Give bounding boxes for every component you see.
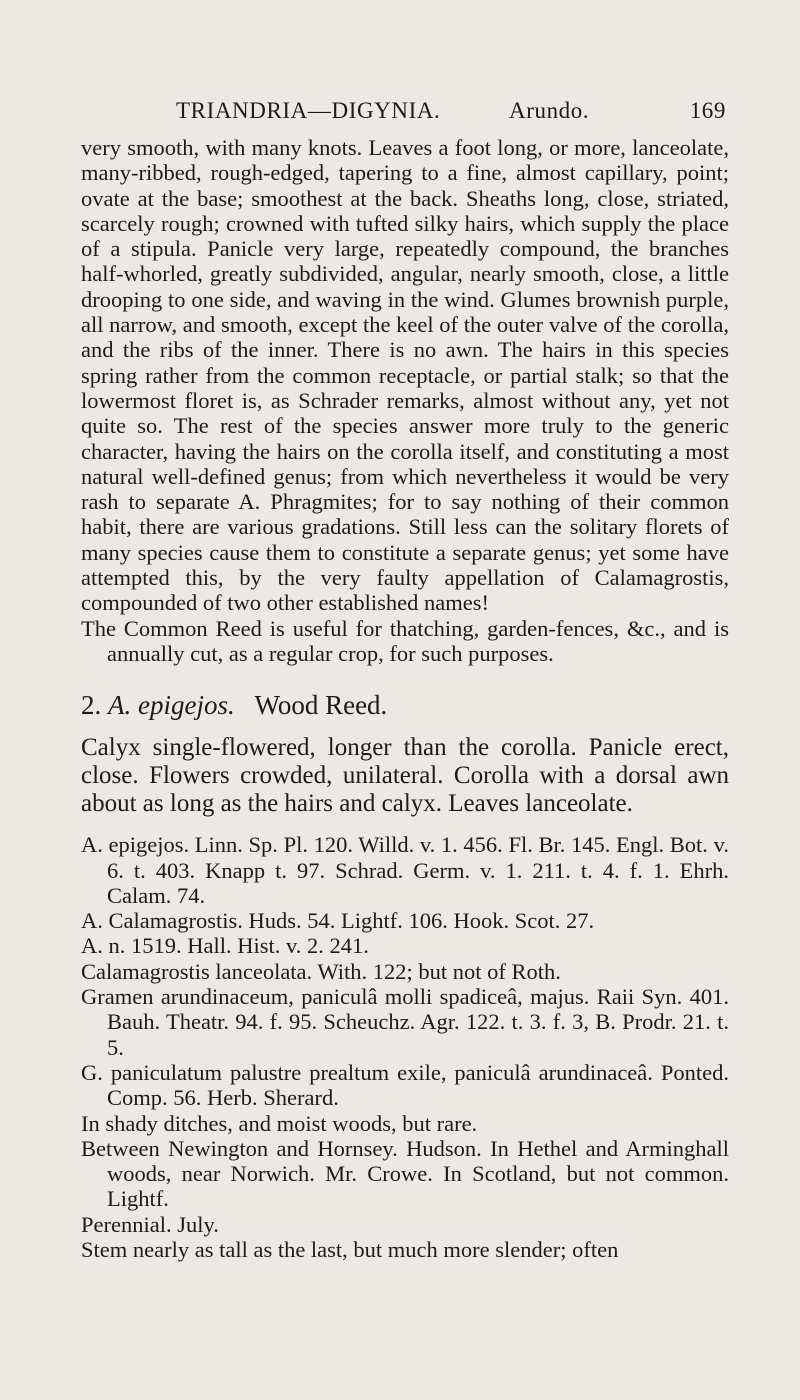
synonym-entry: G. paniculatum palustre prealtum exile, paniculâ arundinaceâ. Ponted. Comp. 56. Herb. Sherard.	[81, 1059, 729, 1111]
page-body	[81, 135, 729, 1262]
genus-title: Arundo.	[509, 98, 590, 123]
species-number: 2.	[81, 690, 102, 721]
species-heading	[81, 688, 729, 722]
habitat-line: In shady ditches, and moist woods, but rare.	[81, 1110, 478, 1136]
running-header	[176, 98, 726, 134]
page-number: 169	[689, 98, 726, 123]
species-diagnosis: Calyx single-flowered, longer than the corolla. Panicle erect, close. Flowers crowded, unilateral. Corolla with a dorsal awn about as long as the hairs and calyx. Leaves lanceolate.	[81, 734, 729, 818]
duration-line: Perennial. July.	[81, 1211, 219, 1237]
uses-paragraph: The Common Reed is useful for thatching, garden-fences, &c., and is annually cut, as a regular crop, for such purposes.	[81, 615, 729, 666]
species-name: A. epigejos.	[108, 690, 235, 721]
synonym-entry: Gramen arundinaceum, paniculâ molli spadiceâ, majus. Raii Syn. 401. Bauh. Theatr. 94. f. 95. Scheuchz. Agr. 122. t. 3. f. 3, B. Prodr. 21. t. 5.	[81, 984, 729, 1060]
stem-line: Stem nearly as tall as the last, but much more slender; often	[81, 1236, 619, 1262]
synonym-entry: Calamagrostis lanceolata. With. 122; but not of Roth.	[81, 958, 561, 984]
synonym-entry: A. n. 1519. Hall. Hist. v. 2. 241.	[81, 933, 369, 959]
synonym-entry: A. epigejos. Linn. Sp. Pl. 120. Willd. v. 1. 456. Fl. Br. 145. Engl. Bot. v. 6. t. 403. Knapp t. 97. Schrad. Germ. v. 1. 211. t. 4. f. 1. Ehrh. Calam. 74.	[81, 832, 729, 908]
synonym-entry: A. Calamagrostis. Huds. 54. Lightf. 106. Hook. Scot. 27.	[81, 908, 595, 934]
synonym-list	[81, 832, 729, 1110]
description-continued: very smooth, with many knots. Leaves a foot long, or more, lanceolate, many-ribbed, rough-edged, tapering to a fine, almost capillary, point; ovate at the base; smoothest at the back. Sheaths long, close, striated, scarcely rough; crowned with tufted silky hairs, which supply the place of a stipula. Panicle very large, repeatedly compound, the branches half-whorled, greatly subdivided, angular, nearly smooth, close, a little drooping to one side, and waving in the wind. Glumes brownish purple, all narrow, and smooth, except the keel of the outer valve of the corolla, and the ribs of the inner. There is no awn. The hairs in this species spring rather from the common receptacle, or partial stalk; so that the lowermost floret is, as Schrader remarks, almost without any, yet not quite so. The rest of the species answer more truly to the generic character, having the hairs on the corolla itself, and constituting a most natural well-defined genus; from which nevertheless it would be very rash to separate A. Phragmites; for to say nothing of their common habit, there are various gradations. Still less can the solitary florets of many species cause them to constitute a separate genus; yet some have attempted this, by the very faulty appellation of Calamagrostis, compounded of two other established names!	[81, 135, 729, 616]
running-title: TRIANDRIA—DIGYNIA.	[176, 98, 441, 123]
species-common-name: Wood Reed.	[254, 690, 388, 721]
localities-line: Between Newington and Hornsey. Hudson. In Hethel and Arminghall woods, near Norwich. Mr. Crowe. In Scotland, but not common. Lightf.	[81, 1135, 729, 1212]
